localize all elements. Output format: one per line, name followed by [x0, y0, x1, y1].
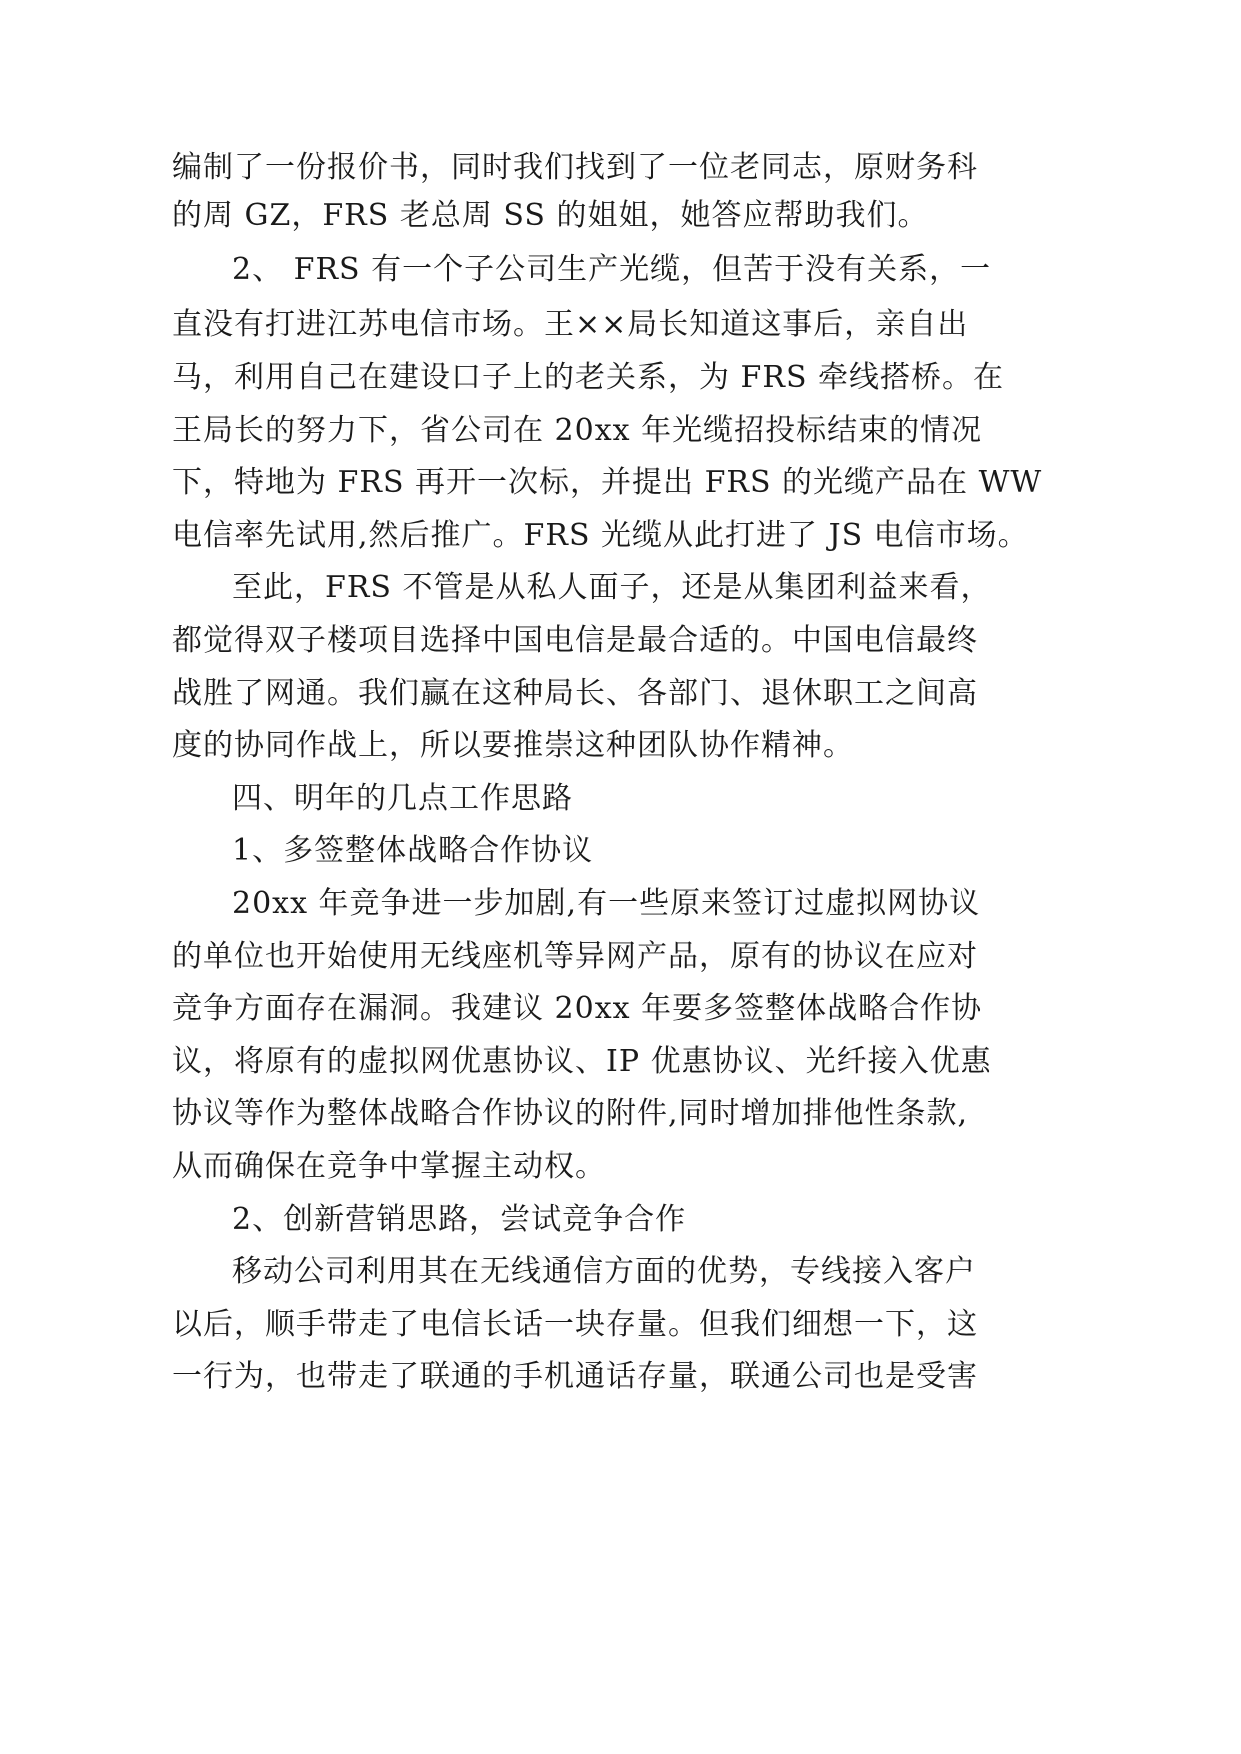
text-line: 的周 GZ，FRS 老总周 SS 的姐姐，她答应帮助我们。	[172, 198, 929, 233]
text-line: 协议等作为整体战略合作协议的附件,同时增加排他性条款,	[172, 1096, 969, 1131]
text-line: 的单位也开始使用无线座机等异网产品，原有的协议在应对	[172, 939, 978, 974]
text-line: 从而确保在竞争中掌握主动权。	[172, 1149, 606, 1184]
text-line: 都觉得双子楼项目选择中国电信是最合适的。中国电信最终	[172, 623, 978, 658]
text-line: 议，将原有的虚拟网优惠协议、IP 优惠协议、光纤接入优惠	[172, 1044, 992, 1079]
text-line: 电信率先试用,然后推广。FRS 光缆从此打进了 JS 电信市场。	[172, 518, 1029, 553]
text-line: 战胜了网通。我们赢在这种局长、各部门、退休职工之间高	[172, 676, 978, 711]
text-line: 移动公司利用其在无线通信方面的优势，专线接入客户	[232, 1254, 976, 1289]
text-line: 下，特地为 FRS 再开一次标，并提出 FRS 的光缆产品在 WW	[172, 465, 1043, 500]
text-line: 一行为，也带走了联通的手机通话存量，联通公司也是受害	[172, 1359, 978, 1394]
text-line: 编制了一份报价书，同时我们找到了一位老同志，原财务科	[172, 150, 978, 185]
text-line: 直没有打进江苏电信市场。王××局长知道这事后，亲自出	[172, 307, 969, 342]
subsection-heading: 2、创新营销思路，尝试竞争合作	[232, 1202, 687, 1237]
text-line: 王局长的努力下，省公司在 20xx 年光缆招投标结束的情况	[172, 413, 983, 448]
text-line: 马，利用自己在建设口子上的老关系，为 FRS 牵线搭桥。在	[172, 360, 1005, 395]
subsection-heading: 1、多签整体战略合作协议	[232, 833, 594, 868]
text-line: 以后，顺手带走了电信长话一块存量。但我们细想一下，这	[172, 1307, 978, 1342]
text-line: 度的协同作战上，所以要推崇这种团队协作精神。	[172, 728, 854, 763]
text-line: 至此，FRS 不管是从私人面子，还是从集团利益来看，	[232, 570, 992, 605]
text-line: 竞争方面存在漏洞。我建议 20xx 年要多签整体战略合作协	[172, 991, 983, 1026]
text-line: 2、 FRS 有一个子公司生产光缆，但苦于没有关系，一	[232, 252, 992, 287]
text-line: 20xx 年竞争进一步加剧,有一些原来签订过虚拟网协议	[232, 886, 981, 921]
section-heading: 四、明年的几点工作思路	[232, 781, 573, 816]
